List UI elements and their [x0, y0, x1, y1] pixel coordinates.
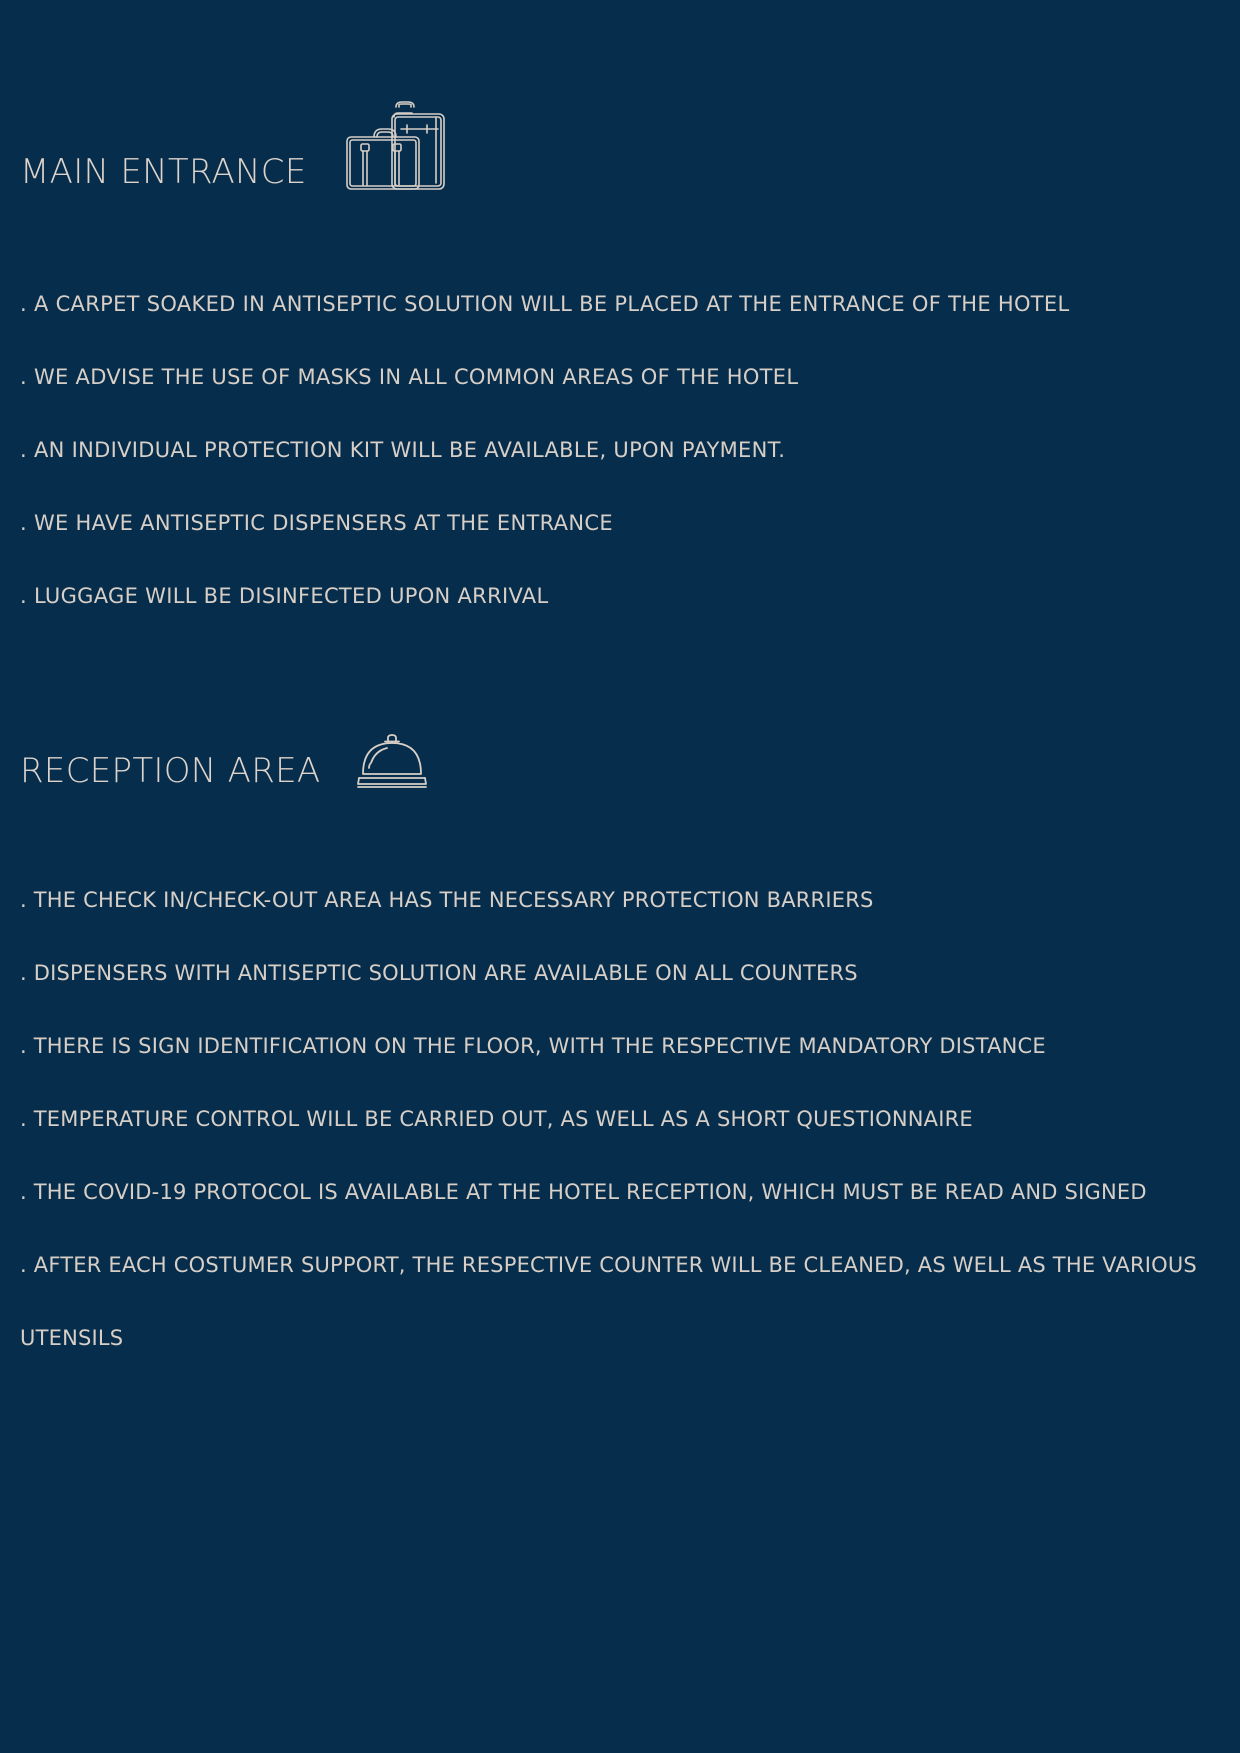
service-bell-icon — [357, 733, 427, 789]
list-item: . TEMPERATURE CONTROL WILL BE CARRIED OUT, AS WELL AS A SHORT QUESTIONNAIRE — [20, 1107, 973, 1131]
list-item: . DISPENSERS WITH ANTISEPTIC SOLUTION ARE AVAILABLE ON ALL COUNTERS — [20, 961, 858, 985]
luggage-icon — [346, 101, 446, 191]
list-item: . WE HAVE ANTISEPTIC DISPENSERS AT THE ENTRANCE — [20, 511, 613, 535]
main-entrance-list — [20, 268, 1225, 633]
list-item: . WE ADVISE THE USE OF MASKS IN ALL COMMON AREAS OF THE HOTEL — [20, 365, 799, 389]
main-entrance-heading: MAIN ENTRANCE — [20, 152, 307, 192]
reception-area-list — [20, 864, 1225, 1375]
list-item: . THE CHECK IN/CHECK-OUT AREA HAS THE NECESSARY PROTECTION BARRIERS — [20, 888, 874, 912]
list-item: . THERE IS SIGN IDENTIFICATION ON THE FLOOR, WITH THE RESPECTIVE MANDATORY DISTANCE — [20, 1034, 1046, 1058]
reception-area-heading: RECEPTION AREA — [20, 751, 321, 791]
list-item: . AFTER EACH COSTUMER SUPPORT, THE RESPECTIVE COUNTER WILL BE CLEANED, AS WELL AS THE VARIOUS UTENSILS — [20, 1253, 1197, 1350]
list-item: . THE COVID-19 PROTOCOL IS AVAILABLE AT THE HOTEL RECEPTION, WHICH MUST BE READ AND SIGNED — [20, 1180, 1147, 1204]
list-item: . AN INDIVIDUAL PROTECTION KIT WILL BE AVAILABLE, UPON PAYMENT. — [20, 438, 786, 462]
list-item: . LUGGAGE WILL BE DISINFECTED UPON ARRIVAL — [20, 584, 549, 608]
list-item: . A CARPET SOAKED IN ANTISEPTIC SOLUTION WILL BE PLACED AT THE ENTRANCE OF THE HOTEL — [20, 292, 1070, 316]
